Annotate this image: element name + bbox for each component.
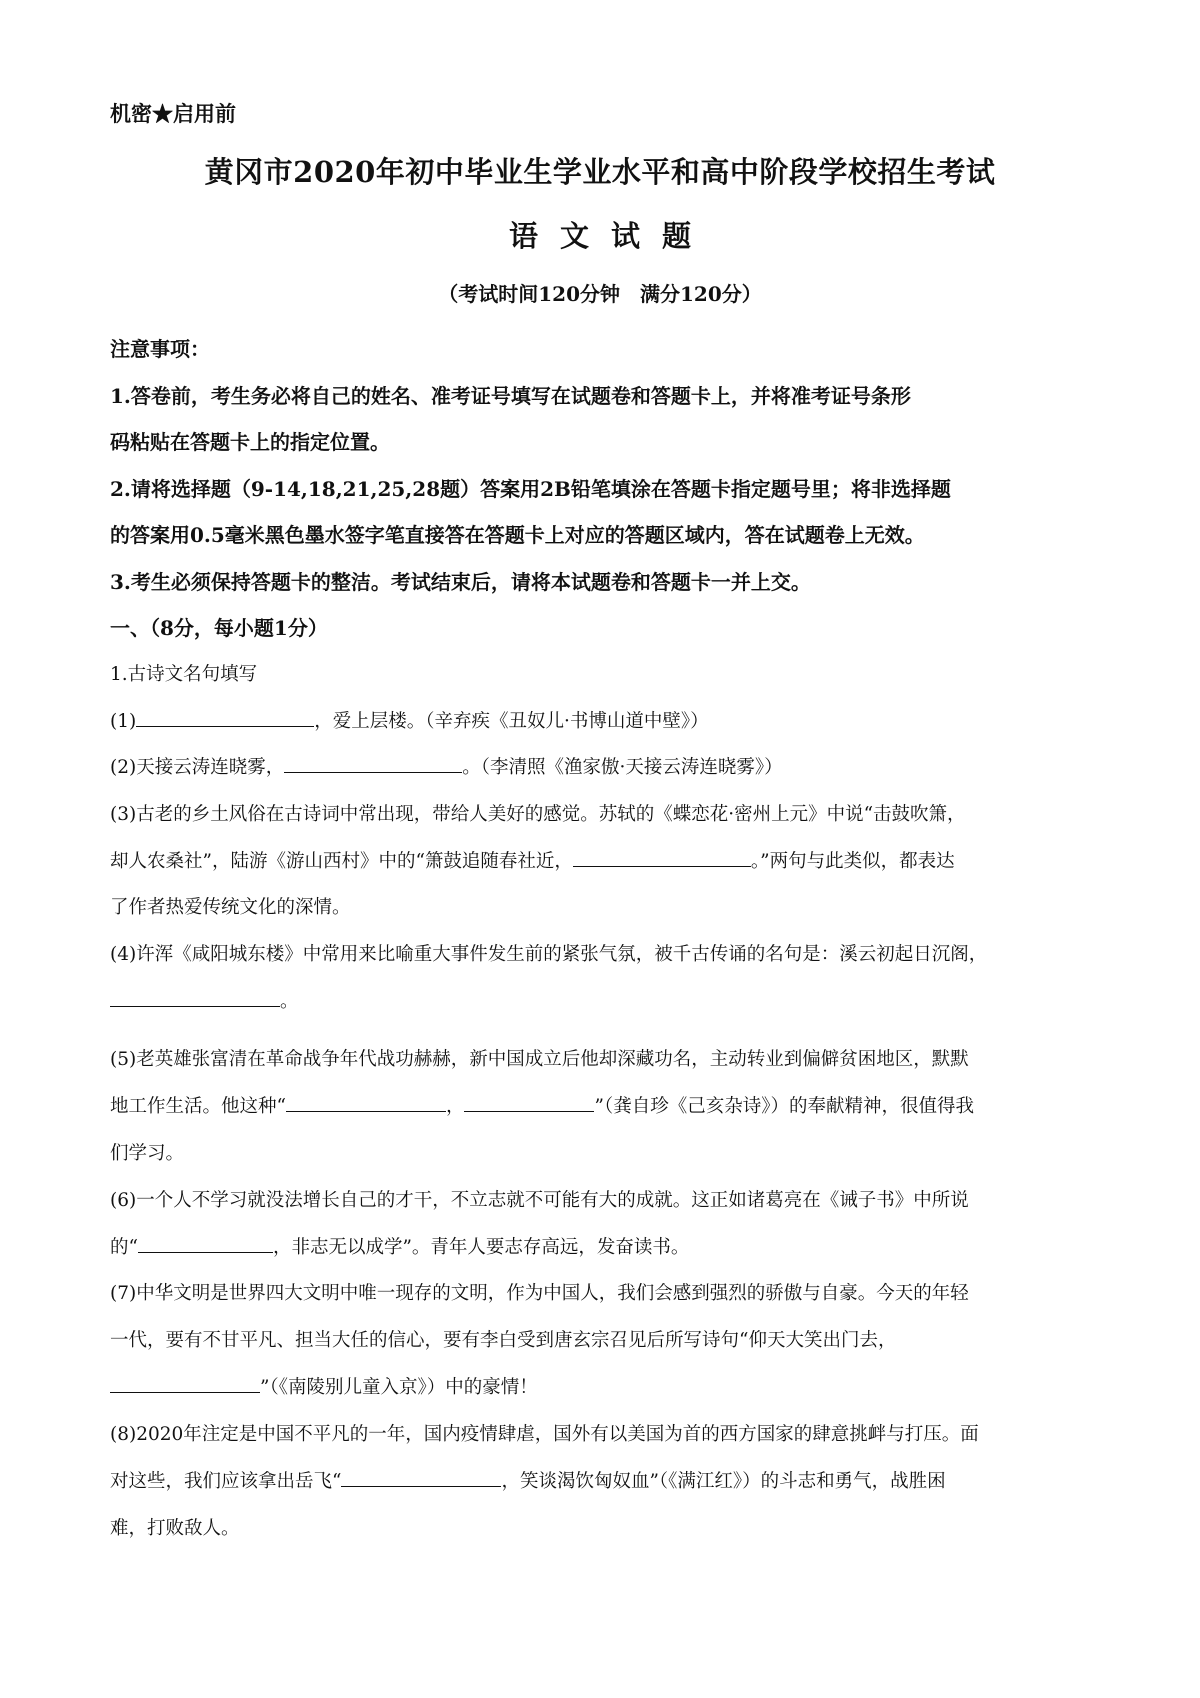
answer-blank[interactable] [110, 990, 280, 1007]
question-1-5-line-1: (5)老英雄张富清在革命战争年代战功赫赫，新中国成立后他却深藏功名，主动转业到偏僻贫困地区，默默 [110, 1049, 969, 1070]
question-1-5-line-3: 们学习。 [110, 1143, 185, 1164]
question-1-7-line-1: (7)中华文明是世界四大文明中唯一现存的文明，作为中国人，我们会感到强烈的骄傲与自豪。今天的年轻 [110, 1283, 969, 1304]
answer-blank[interactable] [138, 1236, 273, 1253]
notice-line-5: 3.考生必须保持答题卡的整洁。考试结束后，请将本试题卷和答题卡一并上交。 [110, 570, 811, 594]
q1-7-source: ”（《南陵别儿童入京》）中的豪情！ [260, 1377, 538, 1398]
question-title: 1.古诗文名句填写 [110, 664, 258, 685]
notice-line-4: 的答案用0.5毫米黑色墨水签字笔直接答在答题卡上对应的答题区域内，答在试题卷上无效。 [110, 523, 925, 547]
question-1-8-line-1: (8)2020年注定是中国不平凡的一年，国内疫情肆虐，国外有以美国为首的西方国家的肆意挑衅与打压。面 [110, 1424, 979, 1445]
notice-line-2: 码粘贴在答题卡上的指定位置。 [110, 430, 390, 454]
q1-6-text-end: ，非志无以成学”。青年人要志存高远，发奋读书。 [272, 1237, 690, 1258]
question-1-4-line-2 [110, 987, 1100, 1013]
question-1-3-line-1: (3)古老的乡土风俗在古诗词中常出现，带给人美好的感觉。苏轼的《蝶恋花·密州上元》中说“击鼓吹箫， [110, 804, 966, 825]
question-1-3-line-3: 了作者热爱传统文化的深情。 [110, 897, 351, 918]
answer-blank[interactable] [136, 710, 314, 727]
q1-4-end: 。 [280, 991, 299, 1012]
question-1-5-line-2 [110, 1092, 1100, 1118]
q1-5-comma: ， [445, 1096, 465, 1117]
answer-blank[interactable] [110, 1376, 260, 1393]
q1-8-text: 对这些，我们应该拿出岳飞“ [110, 1471, 342, 1492]
answer-blank[interactable] [284, 756, 462, 773]
question-1-3-line-2 [110, 847, 1100, 873]
q1-1-prefix: (1) [110, 711, 137, 732]
answer-blank[interactable] [464, 1095, 594, 1112]
answer-blank[interactable] [573, 850, 751, 867]
exam-title: 黄冈市2020年初中毕业生学业水平和高中阶段学校招生考试 [204, 155, 996, 189]
q1-8-text-end: ，笑谈渴饮匈奴血”（《满江红》）的斗志和勇气，战胜困 [501, 1471, 946, 1492]
question-1-1 [110, 707, 1100, 733]
question-1-6-line-2 [110, 1233, 1100, 1259]
question-1-7-line-3 [110, 1373, 1100, 1399]
time-info: （考试时间120分钟 满分120分） [438, 282, 762, 306]
q1-1-text: ，爱上层楼。（辛弃疾《丑奴儿·书博山道中壁》） [314, 711, 709, 732]
notice-line-1: 1.答卷前，考生务必将自己的姓名、准考证号填写在试题卷和答题卡上，并将准考证号条形 [110, 384, 911, 408]
confidential-label: 机密★启用前 [110, 101, 236, 126]
q1-3-text: 却人农桑社”，陆游《游山西村》中的“箫鼓追随春社近， [110, 851, 573, 872]
notice-line-3: 2.请将选择题（9-14,18,21,25,28题）答案用2B铅笔填涂在答题卡指定题号里；将非选择题 [110, 477, 951, 501]
q1-5-source: ”（龚自珍《己亥杂诗》）的奉献精神，很值得我 [594, 1096, 974, 1117]
question-1-7-line-2: 一代，要有不甘平凡、担当大任的信心，要有李白受到唐玄宗召见后所写诗句“仰天大笑出门去， [110, 1330, 897, 1351]
question-1-4-line-1: (4)许浑《咸阳城东楼》中常用来比喻重大事件发生前的紧张气氛，被千古传诵的名句是：溪云初起日沉阁， [110, 944, 988, 965]
section-heading: 一、（8分，每小题1分） [110, 616, 328, 640]
answer-blank[interactable] [286, 1095, 446, 1112]
q1-2-text: (2)天接云涛连晓雾， [110, 757, 285, 778]
notice-heading: 注意事项： [110, 337, 210, 361]
question-1-6-line-1: (6)一个人不学习就没法增长自己的才干，不立志就不可能有大的成就。这正如诸葛亮在《诫子书》中所说 [110, 1190, 969, 1211]
answer-blank[interactable] [341, 1470, 501, 1487]
q1-6-text: 的“ [110, 1237, 138, 1258]
q1-3-text-end: 。”两句与此类似，都表达 [750, 851, 955, 872]
subject-title: 语文试题 [508, 219, 713, 253]
question-1-2 [110, 753, 1100, 779]
q1-5-text: 地工作生活。他这种“ [110, 1096, 286, 1117]
question-1-8-line-3: 难，打败敌人。 [110, 1518, 240, 1539]
question-1-8-line-2 [110, 1467, 1100, 1493]
q1-2-source: 。（李清照《渔家傲·天接云涛连晓雾》） [462, 757, 783, 778]
